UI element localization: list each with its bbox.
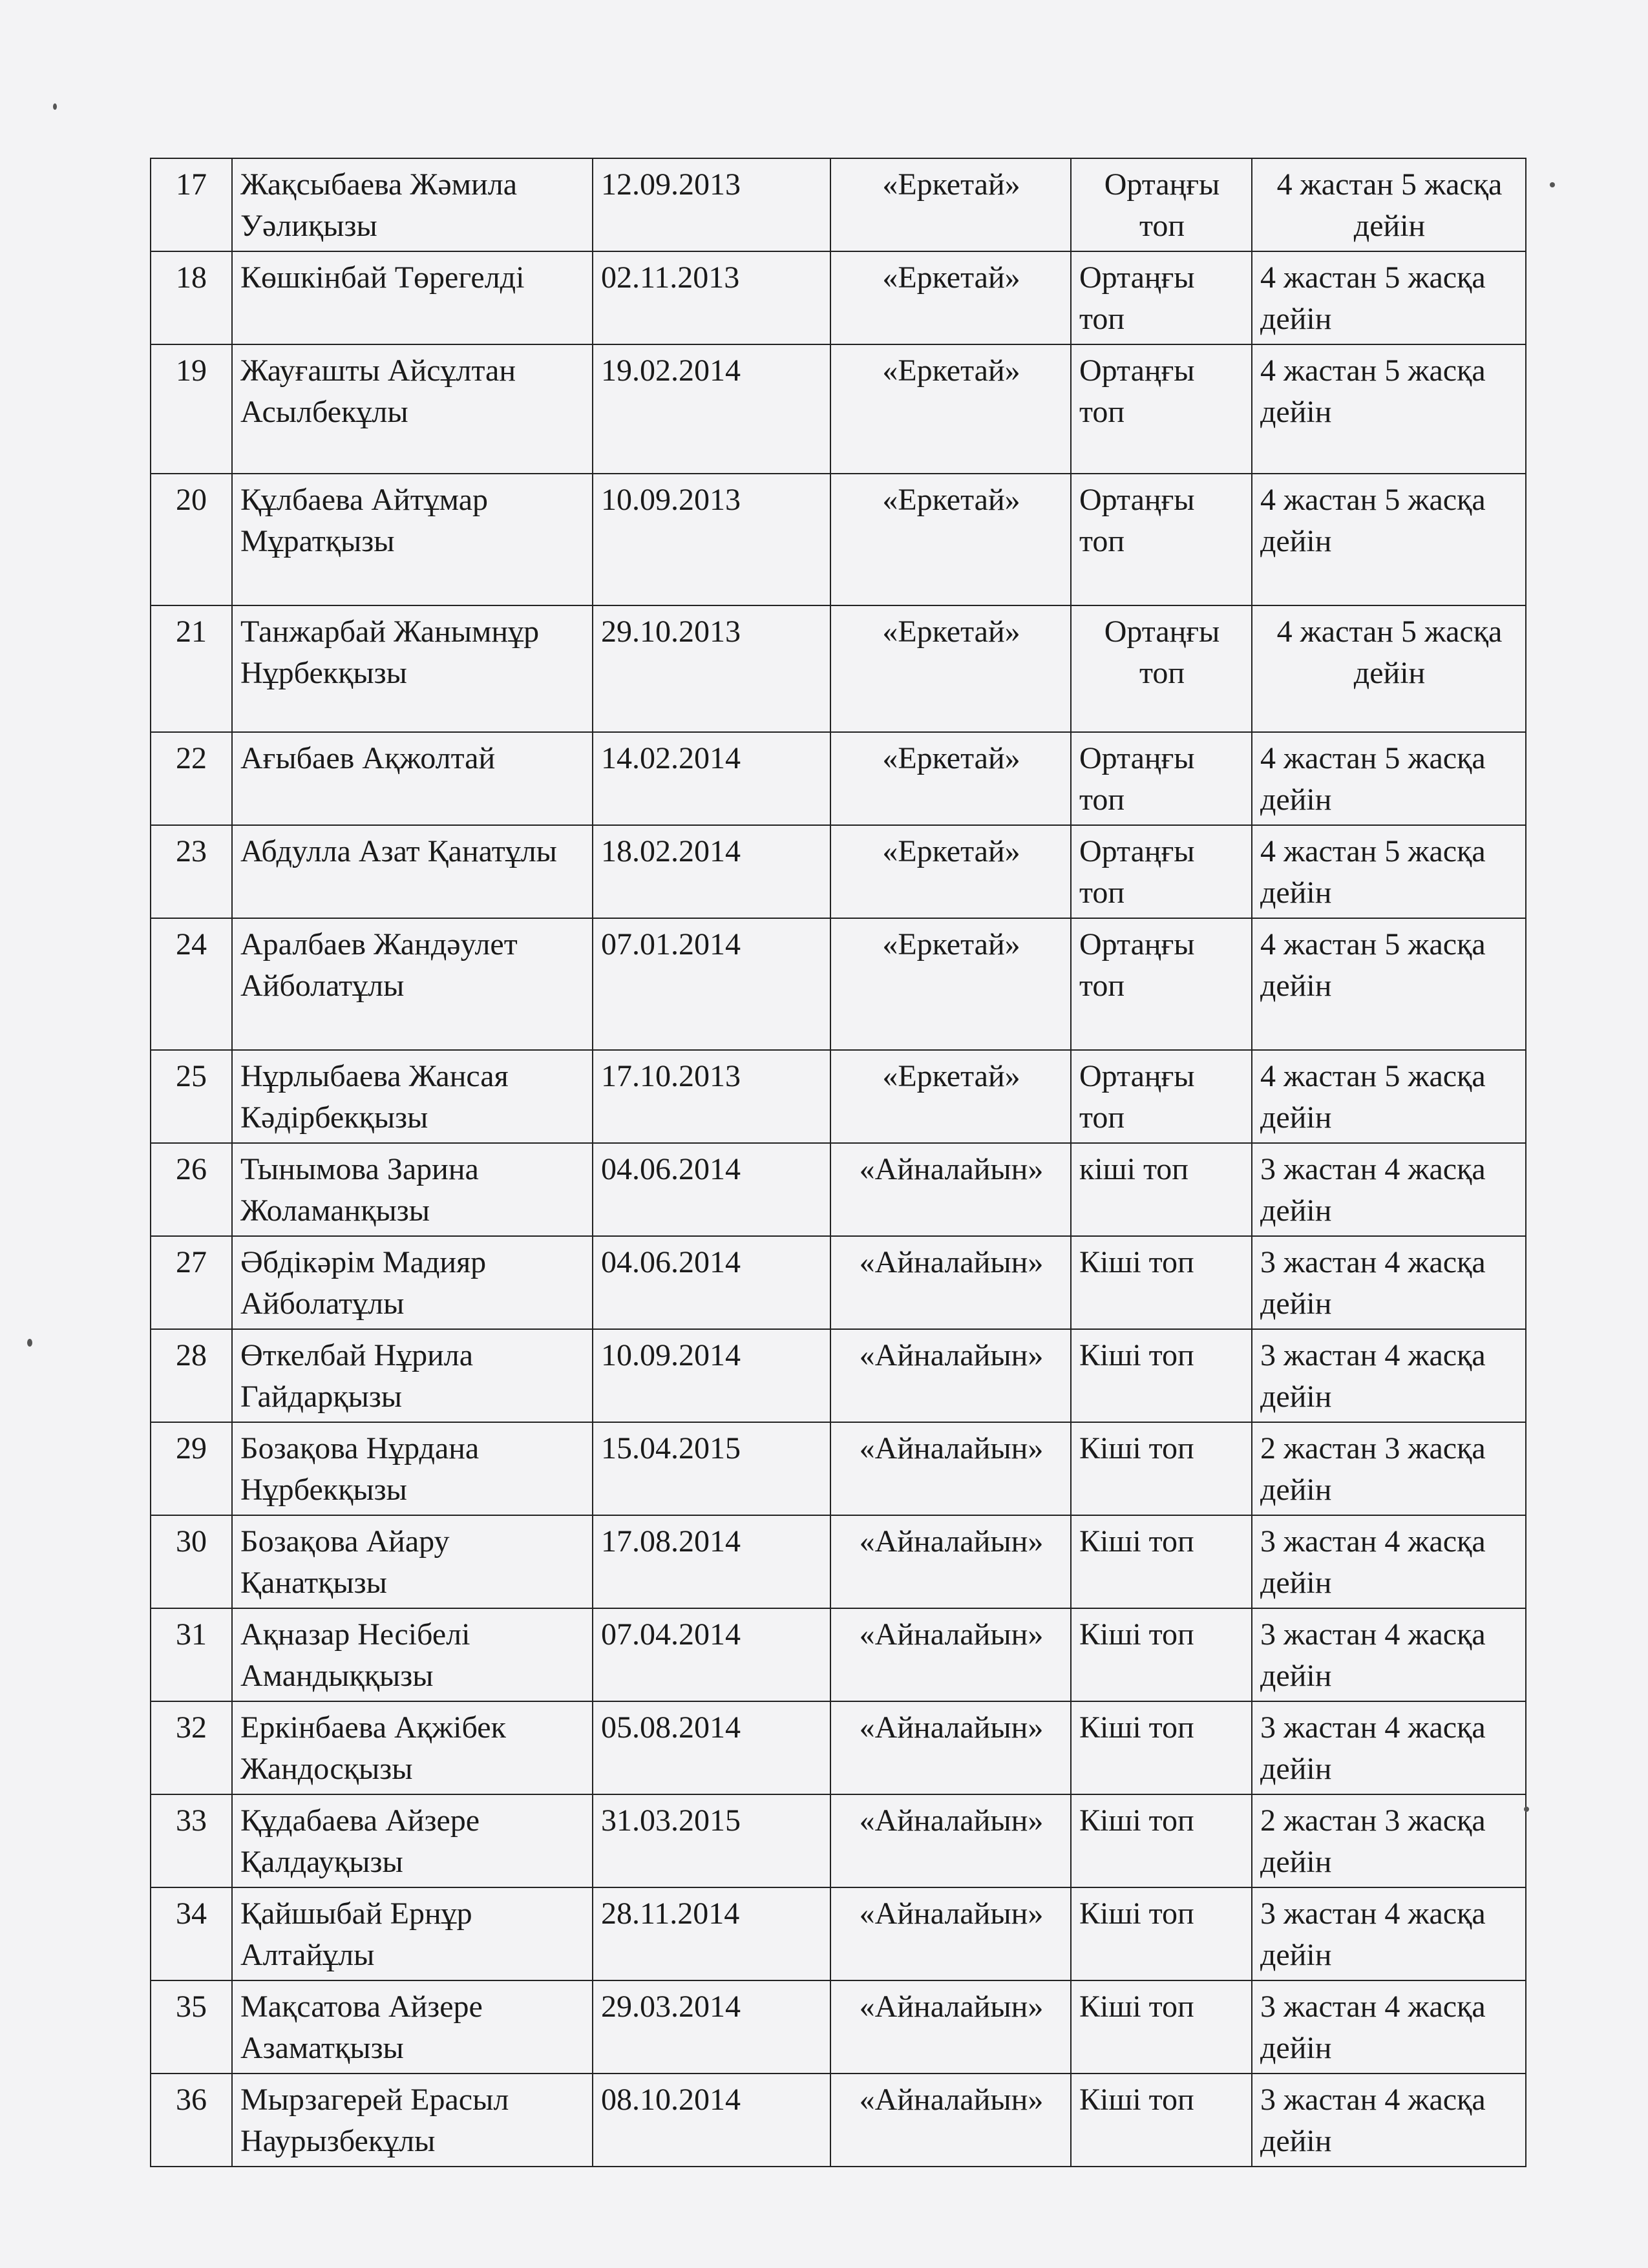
row-number-cell: 18 bbox=[151, 251, 232, 344]
group-name-cell: «Айналайын» bbox=[830, 1887, 1071, 1980]
table-row bbox=[151, 1515, 1526, 1608]
child-name-cell: Өткелбай Нұрила Гайдарқызы bbox=[232, 1329, 593, 1422]
row-number-cell: 30 bbox=[151, 1515, 232, 1608]
group-name-cell: «Еркетай» bbox=[830, 825, 1071, 918]
age-range-cell: 3 жастан 4 жасқа дейін bbox=[1252, 1329, 1526, 1422]
group-category-cell: Ортаңғы топ bbox=[1071, 825, 1252, 918]
row-number-cell: 23 bbox=[151, 825, 232, 918]
birth-date-cell: 31.03.2015 bbox=[593, 1794, 830, 1887]
row-number-cell: 22 bbox=[151, 732, 232, 825]
child-name-cell: Абдулла Азат Қанатұлы bbox=[232, 825, 593, 918]
group-category-cell: Кіші топ bbox=[1071, 1329, 1252, 1422]
age-range-cell: 4 жастан 5 жасқа дейін bbox=[1252, 251, 1526, 344]
row-number-cell: 34 bbox=[151, 1887, 232, 1980]
table-row bbox=[151, 1143, 1526, 1236]
table-row bbox=[151, 1887, 1526, 1980]
table-row bbox=[151, 1980, 1526, 2074]
birth-date-cell: 18.02.2014 bbox=[593, 825, 830, 918]
row-number-cell: 36 bbox=[151, 2074, 232, 2167]
group-category-cell: кіші топ bbox=[1071, 1143, 1252, 1236]
group-name-cell: «Айналайын» bbox=[830, 1329, 1071, 1422]
age-range-cell: 3 жастан 4 жасқа дейін bbox=[1252, 1608, 1526, 1701]
child-name-cell: Құдабаева Айзере Қалдауқызы bbox=[232, 1794, 593, 1887]
group-name-cell: «Айналайын» bbox=[830, 1143, 1071, 1236]
age-range-cell: 3 жастан 4 жасқа дейін bbox=[1252, 1980, 1526, 2074]
birth-date-cell: 14.02.2014 bbox=[593, 732, 830, 825]
age-range-cell: 2 жастан 3 жасқа дейін bbox=[1252, 1794, 1526, 1887]
group-name-cell: «Еркетай» bbox=[830, 474, 1071, 605]
row-number-cell: 32 bbox=[151, 1701, 232, 1794]
scan-speck bbox=[1550, 182, 1555, 187]
table-row bbox=[151, 605, 1526, 732]
table-row bbox=[151, 158, 1526, 251]
table-row bbox=[151, 344, 1526, 474]
age-range-cell: 3 жастан 4 жасқа дейін bbox=[1252, 1701, 1526, 1794]
child-name-cell: Бозақова Айару Қанатқызы bbox=[232, 1515, 593, 1608]
row-number-cell: 24 bbox=[151, 918, 232, 1050]
table-row bbox=[151, 474, 1526, 605]
group-name-cell: «Айналайын» bbox=[830, 1515, 1071, 1608]
child-name-cell: Ағыбаев Ақжолтай bbox=[232, 732, 593, 825]
birth-date-cell: 07.01.2014 bbox=[593, 918, 830, 1050]
table-row bbox=[151, 1329, 1526, 1422]
child-name-cell: Көшкінбай Төрегелді bbox=[232, 251, 593, 344]
birth-date-cell: 10.09.2013 bbox=[593, 474, 830, 605]
age-range-cell: 4 жастан 5 жасқа дейін bbox=[1252, 344, 1526, 474]
birth-date-cell: 08.10.2014 bbox=[593, 2074, 830, 2167]
birth-date-cell: 29.03.2014 bbox=[593, 1980, 830, 2074]
child-name-cell: Құлбаева Айтұмар Мұратқызы bbox=[232, 474, 593, 605]
group-category-cell: Ортаңғы топ bbox=[1071, 474, 1252, 605]
birth-date-cell: 04.06.2014 bbox=[593, 1236, 830, 1329]
birth-date-cell: 10.09.2014 bbox=[593, 1329, 830, 1422]
row-number-cell: 28 bbox=[151, 1329, 232, 1422]
group-name-cell: «Айналайын» bbox=[830, 1236, 1071, 1329]
table-row bbox=[151, 1608, 1526, 1701]
table-row bbox=[151, 732, 1526, 825]
group-name-cell: «Еркетай» bbox=[830, 1050, 1071, 1143]
child-name-cell: Аралбаев Жандәулет Айболатұлы bbox=[232, 918, 593, 1050]
table-row bbox=[151, 1050, 1526, 1143]
scan-speck bbox=[27, 1339, 32, 1347]
row-number-cell: 29 bbox=[151, 1422, 232, 1515]
birth-date-cell: 17.10.2013 bbox=[593, 1050, 830, 1143]
table-row bbox=[151, 251, 1526, 344]
table-row bbox=[151, 1236, 1526, 1329]
age-range-cell: 4 жастан 5 жасқа дейін bbox=[1252, 732, 1526, 825]
table-row bbox=[151, 1794, 1526, 1887]
table-row bbox=[151, 2074, 1526, 2167]
group-category-cell: Кіші топ bbox=[1071, 1236, 1252, 1329]
group-name-cell: «Айналайын» bbox=[830, 1608, 1071, 1701]
birth-date-cell: 15.04.2015 bbox=[593, 1422, 830, 1515]
group-category-cell: Кіші топ bbox=[1071, 1515, 1252, 1608]
group-name-cell: «Еркетай» bbox=[830, 918, 1071, 1050]
group-name-cell: «Еркетай» bbox=[830, 251, 1071, 344]
row-number-cell: 25 bbox=[151, 1050, 232, 1143]
group-name-cell: «Еркетай» bbox=[830, 732, 1071, 825]
birth-date-cell: 28.11.2014 bbox=[593, 1887, 830, 1980]
age-range-cell: 4 жастан 5 жасқа дейін bbox=[1252, 918, 1526, 1050]
birth-date-cell: 02.11.2013 bbox=[593, 251, 830, 344]
row-number-cell: 31 bbox=[151, 1608, 232, 1701]
row-number-cell: 27 bbox=[151, 1236, 232, 1329]
birth-date-cell: 17.08.2014 bbox=[593, 1515, 830, 1608]
birth-date-cell: 04.06.2014 bbox=[593, 1143, 830, 1236]
age-range-cell: 4 жастан 5 жасқа дейін bbox=[1252, 825, 1526, 918]
roster-body bbox=[151, 158, 1526, 2167]
age-range-cell: 3 жастан 4 жасқа дейін bbox=[1252, 1515, 1526, 1608]
row-number-cell: 20 bbox=[151, 474, 232, 605]
age-range-cell: 3 жастан 4 жасқа дейін bbox=[1252, 1236, 1526, 1329]
age-range-cell: 3 жастан 4 жасқа дейін bbox=[1252, 1887, 1526, 1980]
row-number-cell: 33 bbox=[151, 1794, 232, 1887]
group-category-cell: Кіші топ bbox=[1071, 1422, 1252, 1515]
age-range-cell: 4 жастан 5 жасқа дейін bbox=[1252, 1050, 1526, 1143]
row-number-cell: 17 bbox=[151, 158, 232, 251]
group-category-cell: Ортаңғы топ bbox=[1071, 918, 1252, 1050]
child-name-cell: Нұрлыбаева Жансая Кәдірбекқызы bbox=[232, 1050, 593, 1143]
scan-speck bbox=[53, 103, 57, 110]
group-name-cell: «Айналайын» bbox=[830, 1980, 1071, 2074]
scan-speck bbox=[1524, 1807, 1529, 1812]
group-name-cell: «Айналайын» bbox=[830, 1422, 1071, 1515]
birth-date-cell: 12.09.2013 bbox=[593, 158, 830, 251]
age-range-cell: 3 жастан 4 жасқа дейін bbox=[1252, 2074, 1526, 2167]
group-category-cell: Ортаңғы топ bbox=[1071, 605, 1252, 732]
group-category-cell: Ортаңғы топ bbox=[1071, 158, 1252, 251]
birth-date-cell: 29.10.2013 bbox=[593, 605, 830, 732]
group-category-cell: Ортаңғы топ bbox=[1071, 732, 1252, 825]
birth-date-cell: 05.08.2014 bbox=[593, 1701, 830, 1794]
group-category-cell: Кіші топ bbox=[1071, 1701, 1252, 1794]
group-name-cell: «Айналайын» bbox=[830, 1701, 1071, 1794]
group-name-cell: «Айналайын» bbox=[830, 1794, 1071, 1887]
group-category-cell: Ортаңғы топ bbox=[1071, 1050, 1252, 1143]
table-row bbox=[151, 1701, 1526, 1794]
child-name-cell: Бозақова Нұрдана Нұрбекқызы bbox=[232, 1422, 593, 1515]
group-category-cell: Кіші топ bbox=[1071, 1608, 1252, 1701]
row-number-cell: 21 bbox=[151, 605, 232, 732]
group-name-cell: «Еркетай» bbox=[830, 158, 1071, 251]
birth-date-cell: 19.02.2014 bbox=[593, 344, 830, 474]
table-row bbox=[151, 918, 1526, 1050]
age-range-cell: 4 жастан 5 жасқа дейін bbox=[1252, 158, 1526, 251]
child-name-cell: Танжарбай Жанымнұр Нұрбекқызы bbox=[232, 605, 593, 732]
age-range-cell: 4 жастан 5 жасқа дейін bbox=[1252, 605, 1526, 732]
child-name-cell: Жауғашты Айсұлтан Асылбекұлы bbox=[232, 344, 593, 474]
child-name-cell: Мақсатова Айзере Азаматқызы bbox=[232, 1980, 593, 2074]
group-category-cell: Ортаңғы топ bbox=[1071, 251, 1252, 344]
row-number-cell: 26 bbox=[151, 1143, 232, 1236]
age-range-cell: 3 жастан 4 жасқа дейін bbox=[1252, 1143, 1526, 1236]
child-name-cell: Тынымова Зарина Жоламанқызы bbox=[232, 1143, 593, 1236]
child-name-cell: Жақсыбаева Жәмила Уәлиқызы bbox=[232, 158, 593, 251]
group-category-cell: Кіші топ bbox=[1071, 2074, 1252, 2167]
child-name-cell: Мырзагерей Ерасыл Наурызбекұлы bbox=[232, 2074, 593, 2167]
age-range-cell: 2 жастан 3 жасқа дейін bbox=[1252, 1422, 1526, 1515]
child-name-cell: Қайшыбай Ернұр Алтайұлы bbox=[232, 1887, 593, 1980]
age-range-cell: 4 жастан 5 жасқа дейін bbox=[1252, 474, 1526, 605]
child-name-cell: Ақназар Несібелі Амандыққызы bbox=[232, 1608, 593, 1701]
group-name-cell: «Айналайын» bbox=[830, 2074, 1071, 2167]
group-category-cell: Кіші топ bbox=[1071, 1887, 1252, 1980]
group-category-cell: Ортаңғы топ bbox=[1071, 344, 1252, 474]
child-name-cell: Еркінбаева Ақжібек Жандосқызы bbox=[232, 1701, 593, 1794]
birth-date-cell: 07.04.2014 bbox=[593, 1608, 830, 1701]
group-category-cell: Кіші топ bbox=[1071, 1794, 1252, 1887]
group-name-cell: «Еркетай» bbox=[830, 344, 1071, 474]
row-number-cell: 35 bbox=[151, 1980, 232, 2074]
group-name-cell: «Еркетай» bbox=[830, 605, 1071, 732]
table-row bbox=[151, 825, 1526, 918]
row-number-cell: 19 bbox=[151, 344, 232, 474]
table-row bbox=[151, 1422, 1526, 1515]
child-name-cell: Әбдікәрім Мадияр Айболатұлы bbox=[232, 1236, 593, 1329]
group-category-cell: Кіші топ bbox=[1071, 1980, 1252, 2074]
children-roster-table bbox=[150, 158, 1527, 2167]
